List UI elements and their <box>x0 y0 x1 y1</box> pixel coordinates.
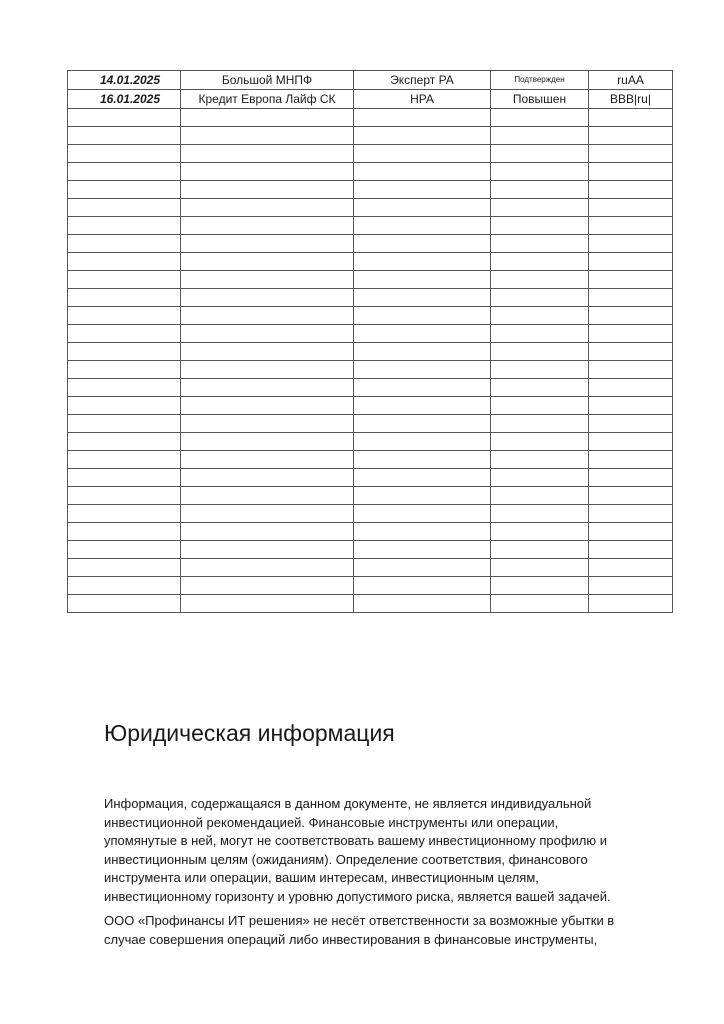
empty-cell <box>354 397 491 415</box>
empty-cell <box>181 559 354 577</box>
empty-table-row <box>68 595 673 613</box>
empty-cell <box>68 415 181 433</box>
empty-cell <box>354 559 491 577</box>
empty-cell <box>354 289 491 307</box>
empty-cell <box>68 379 181 397</box>
empty-cell <box>181 505 354 523</box>
empty-cell <box>354 325 491 343</box>
empty-cell <box>589 523 673 541</box>
empty-cell <box>68 127 181 145</box>
empty-table-row <box>68 271 673 289</box>
empty-cell <box>491 307 589 325</box>
empty-cell <box>589 451 673 469</box>
legal-paragraph-1: Информация, содержащаяся в данном документе, не является индивидуальной инвестиционной рекомендацией. Финансовые инструменты или операции, упомянутые в ней, могут не соответствовать вашему инвестиционному профилю и инвестиционным целям (ожиданиям). Определение соответствия, финансового инструмента или операции, вашим интересам, инвестиционным целям, инвестиционному горизонту и уровню допустимого риска, является вашей задачей. <box>104 796 611 904</box>
empty-cell <box>491 127 589 145</box>
empty-cell <box>589 145 673 163</box>
empty-cell <box>181 163 354 181</box>
cell-rating: ruAA <box>589 71 673 90</box>
empty-cell <box>68 343 181 361</box>
cell-action: Подтвержден <box>491 71 589 90</box>
empty-cell <box>354 451 491 469</box>
empty-cell <box>68 397 181 415</box>
empty-table-row <box>68 469 673 487</box>
empty-cell <box>491 163 589 181</box>
empty-cell <box>354 343 491 361</box>
empty-cell <box>589 127 673 145</box>
empty-cell <box>589 559 673 577</box>
empty-cell <box>68 163 181 181</box>
empty-cell <box>68 505 181 523</box>
empty-cell <box>68 109 181 127</box>
empty-cell <box>68 253 181 271</box>
empty-cell <box>68 361 181 379</box>
empty-cell <box>354 217 491 235</box>
empty-cell <box>589 469 673 487</box>
empty-table-row <box>68 397 673 415</box>
legal-info-title: Юридическая информация <box>104 720 395 746</box>
empty-table-row <box>68 199 673 217</box>
empty-cell <box>491 397 589 415</box>
empty-table-row <box>68 145 673 163</box>
empty-cell <box>354 307 491 325</box>
empty-table-row <box>68 415 673 433</box>
empty-cell <box>491 415 589 433</box>
empty-cell <box>354 271 491 289</box>
empty-cell <box>491 577 589 595</box>
empty-cell <box>181 523 354 541</box>
empty-cell <box>491 343 589 361</box>
empty-table-row <box>68 109 673 127</box>
empty-cell <box>491 181 589 199</box>
empty-cell <box>181 469 354 487</box>
empty-cell <box>181 289 354 307</box>
empty-cell <box>68 181 181 199</box>
empty-cell <box>589 343 673 361</box>
empty-cell <box>181 415 354 433</box>
empty-cell <box>491 289 589 307</box>
empty-table-row <box>68 361 673 379</box>
table-row <box>68 90 673 109</box>
empty-cell <box>589 595 673 613</box>
empty-cell <box>181 235 354 253</box>
empty-cell <box>589 397 673 415</box>
empty-cell <box>491 469 589 487</box>
empty-cell <box>354 379 491 397</box>
empty-cell <box>181 361 354 379</box>
empty-table-row <box>68 217 673 235</box>
empty-cell <box>354 199 491 217</box>
empty-cell <box>491 433 589 451</box>
empty-table-row <box>68 523 673 541</box>
empty-cell <box>354 505 491 523</box>
empty-cell <box>181 343 354 361</box>
empty-cell <box>491 325 589 343</box>
empty-cell <box>68 577 181 595</box>
empty-cell <box>589 235 673 253</box>
empty-cell <box>491 523 589 541</box>
empty-cell <box>354 109 491 127</box>
empty-cell <box>68 487 181 505</box>
empty-cell <box>354 253 491 271</box>
empty-table-row <box>68 379 673 397</box>
empty-cell <box>491 559 589 577</box>
cell-agency: Эксперт РА <box>354 71 491 90</box>
table-row <box>68 71 673 90</box>
empty-cell <box>589 217 673 235</box>
empty-cell <box>354 469 491 487</box>
empty-cell <box>68 433 181 451</box>
empty-table-row <box>68 235 673 253</box>
empty-table-row <box>68 127 673 145</box>
empty-cell <box>68 451 181 469</box>
cell-agency: НРА <box>354 90 491 109</box>
empty-table-row <box>68 505 673 523</box>
legal-paragraph-2: ООО «Профинансы ИТ решения» не несёт ответственности за возможные убытки в случае совершения операций либо инвестирования в финансовые инструменты, <box>104 913 615 947</box>
cell-date: 16.01.2025 <box>68 90 181 109</box>
empty-cell <box>354 577 491 595</box>
empty-table-row <box>68 307 673 325</box>
empty-cell <box>181 397 354 415</box>
empty-cell <box>491 595 589 613</box>
empty-table-row <box>68 577 673 595</box>
empty-cell <box>68 523 181 541</box>
empty-cell <box>68 271 181 289</box>
empty-table-row <box>68 289 673 307</box>
empty-cell <box>491 217 589 235</box>
empty-cell <box>589 541 673 559</box>
empty-cell <box>589 577 673 595</box>
empty-cell <box>181 271 354 289</box>
empty-cell <box>589 307 673 325</box>
empty-cell <box>181 433 354 451</box>
empty-cell <box>589 415 673 433</box>
empty-cell <box>181 217 354 235</box>
empty-cell <box>354 433 491 451</box>
empty-cell <box>68 325 181 343</box>
empty-table-row <box>68 253 673 271</box>
empty-cell <box>589 181 673 199</box>
empty-cell <box>354 127 491 145</box>
empty-cell <box>181 109 354 127</box>
empty-cell <box>491 541 589 559</box>
empty-cell <box>181 253 354 271</box>
empty-cell <box>354 181 491 199</box>
cell-date: 14.01.2025 <box>68 71 181 90</box>
empty-table-row <box>68 433 673 451</box>
empty-cell <box>491 361 589 379</box>
empty-cell <box>589 271 673 289</box>
empty-table-row <box>68 325 673 343</box>
empty-cell <box>68 541 181 559</box>
empty-cell <box>354 145 491 163</box>
empty-cell <box>589 199 673 217</box>
empty-cell <box>181 199 354 217</box>
empty-cell <box>68 145 181 163</box>
empty-cell <box>354 523 491 541</box>
empty-cell <box>589 505 673 523</box>
empty-cell <box>354 163 491 181</box>
empty-cell <box>68 199 181 217</box>
empty-cell <box>181 487 354 505</box>
empty-cell <box>491 487 589 505</box>
empty-cell <box>589 109 673 127</box>
empty-cell <box>181 145 354 163</box>
empty-cell <box>354 595 491 613</box>
empty-cell <box>68 595 181 613</box>
empty-cell <box>354 487 491 505</box>
empty-cell <box>68 559 181 577</box>
empty-cell <box>589 253 673 271</box>
empty-cell <box>589 289 673 307</box>
empty-cell <box>491 199 589 217</box>
empty-cell <box>181 577 354 595</box>
ratings-table-body <box>68 71 673 613</box>
empty-cell <box>589 487 673 505</box>
empty-cell <box>491 109 589 127</box>
empty-cell <box>181 181 354 199</box>
empty-cell <box>491 505 589 523</box>
empty-table-row <box>68 487 673 505</box>
empty-cell <box>589 325 673 343</box>
empty-cell <box>354 235 491 253</box>
empty-cell <box>181 127 354 145</box>
empty-cell <box>354 541 491 559</box>
empty-cell <box>181 451 354 469</box>
empty-cell <box>589 361 673 379</box>
empty-cell <box>491 271 589 289</box>
empty-cell <box>68 307 181 325</box>
cell-action: Повышен <box>491 90 589 109</box>
empty-cell <box>491 145 589 163</box>
empty-cell <box>181 307 354 325</box>
empty-table-row <box>68 181 673 199</box>
empty-cell <box>68 235 181 253</box>
empty-cell <box>181 595 354 613</box>
empty-cell <box>491 451 589 469</box>
empty-table-row <box>68 451 673 469</box>
empty-table-row <box>68 559 673 577</box>
empty-cell <box>68 217 181 235</box>
empty-cell <box>181 325 354 343</box>
empty-cell <box>589 163 673 181</box>
empty-cell <box>491 235 589 253</box>
empty-table-row <box>68 163 673 181</box>
empty-cell <box>589 379 673 397</box>
empty-cell <box>491 379 589 397</box>
empty-cell <box>181 541 354 559</box>
empty-table-row <box>68 541 673 559</box>
empty-cell <box>491 253 589 271</box>
cell-rating: BBB|ru| <box>589 90 673 109</box>
empty-cell <box>68 289 181 307</box>
cell-company: Большой МНПФ <box>181 71 354 90</box>
empty-cell <box>354 361 491 379</box>
cell-company: Кредит Европа Лайф СК <box>181 90 354 109</box>
empty-cell <box>354 415 491 433</box>
ratings-table <box>67 70 673 613</box>
empty-cell <box>181 379 354 397</box>
empty-cell <box>68 469 181 487</box>
empty-cell <box>589 433 673 451</box>
empty-table-row <box>68 343 673 361</box>
